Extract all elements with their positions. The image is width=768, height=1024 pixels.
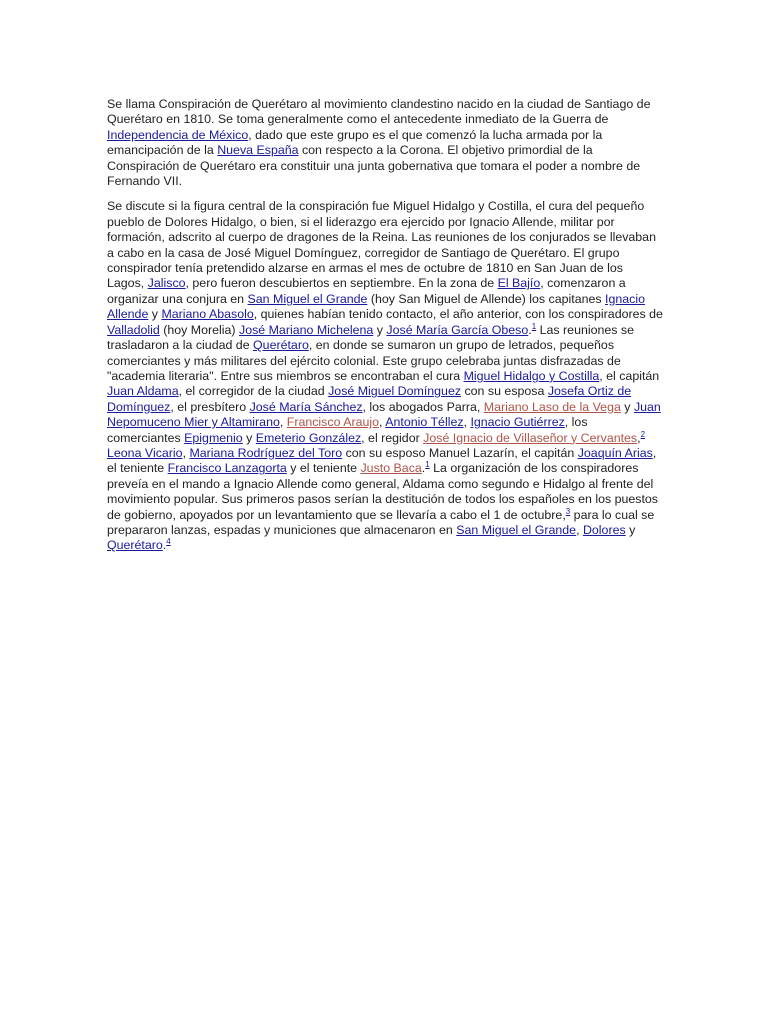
text-run: , (637, 430, 641, 445)
text-run: , (576, 522, 583, 537)
link-jose-maria-sanchez[interactable]: José María Sánchez (249, 399, 363, 414)
link-francisco-araujo[interactable]: Francisco Araujo (286, 415, 380, 430)
text-run: La organización de los conspiradores preveía en el mando a Ignacio Allende como general, Aldama como segundo e Hidalgo al frente del movimiento popular. Sus primeros pasos serían la destitución de todos los españoles en los puestos de gobierno, apoyados por un levantamiento que se llevaría a cabo el 1 de octubre, (107, 461, 659, 522)
text-run: y (242, 430, 256, 445)
link-juan-nepomuceno-mier-y-altamirano[interactable]: Juan Nepomuceno Mier y Altamirano (107, 399, 661, 430)
link-josefa-ortiz-de-dominguez[interactable]: Josefa Ortiz de Domínguez (107, 384, 632, 414)
link-juan-aldama[interactable]: Juan Aldama (107, 384, 179, 399)
text-run: , (463, 415, 471, 430)
text-run: y el teniente (286, 461, 361, 476)
text-run: con respecto a la Corona. El objetivo primordial de la Conspiración de Querétaro era constituir una junta gobernativa que tomara el poder a nombre de Fernando VII. (107, 143, 641, 189)
link-el-bajio[interactable]: El Bajío (497, 276, 541, 291)
footnote-ref[interactable]: 1 (531, 321, 537, 331)
footnote-ref[interactable]: 1 (425, 460, 430, 470)
text-run: , dado que este grupo es el que comenzó la lucha armada por la emancipación de la (107, 127, 603, 158)
footnote-ref[interactable]: 4 (166, 537, 171, 547)
link-jose-mariano-michelena[interactable]: José Mariano Michelena (239, 322, 374, 337)
paragraph-conspiracy (107, 199, 663, 553)
text-run: (hoy San Miguel de Allende) los capitanes (367, 291, 606, 306)
text-run: (hoy Morelia) (159, 322, 239, 337)
text-run: , en donde se sumaron un grupo de letrados, pequeños comerciantes y más militares del ejército colonial. Este grupo celebraba juntas disfrazadas de "academia literaria". Entre sus miembros se encontraban el cura (107, 338, 621, 383)
link-jose-maria-garcia-obeso[interactable]: José María García Obeso (386, 322, 529, 337)
text-run: Las reuniones se trasladaron a la ciudad de (107, 322, 634, 353)
text-run: . (421, 461, 426, 476)
link-ignacio-gutierrez[interactable]: Ignacio Gutiérrez (470, 415, 565, 430)
footnote-ref[interactable]: 2 (640, 429, 646, 439)
link-ignacio-allende[interactable]: Ignacio Allende (107, 291, 645, 322)
link-leona-vicario[interactable]: Leona Vicario (107, 445, 183, 460)
link-mariano-abasolo[interactable]: Mariano Abasolo (161, 307, 254, 322)
text-run: con su esposo Manuel Lazarín, el capitán (342, 445, 578, 460)
link-joaquin-arias[interactable]: Joaquín Arias (577, 445, 653, 460)
link-miguel-hidalgo-y-costilla[interactable]: Miguel Hidalgo y Costilla (463, 368, 600, 383)
text-run: y (620, 399, 634, 414)
link-mariana-rodriguez-del-toro[interactable]: Mariana Rodríguez del Toro (189, 445, 343, 460)
link-emeterio-gonzalez[interactable]: Emeterio González (255, 430, 362, 445)
link-antonio-tellez[interactable]: Antonio Téllez (385, 415, 464, 430)
link-san-miguel-el-grande[interactable]: San Miguel el Grande (456, 522, 577, 537)
text-run: . (528, 322, 532, 337)
text-run: y (625, 522, 636, 537)
link-queretaro[interactable]: Querétaro (253, 338, 309, 353)
text-run: , quienes habían tenido contacto, el año anterior, con los conspiradores de (253, 307, 663, 322)
text-run: para lo cual se prepararon lanzas, espadas y municiones que almacenaron en (107, 507, 655, 537)
paragraph-intro (107, 97, 663, 189)
text-run: Se llama Conspiración de Querétaro al movimiento clandestino nacido en la ciudad de Santiago de Querétaro en 1810. Se toma generalmente como el antecedente inmediato de la Guerra de (107, 97, 651, 127)
text-run: , (279, 415, 287, 430)
text-run: , comenzaron a organizar una conjura en (107, 276, 626, 306)
link-san-miguel-el-grande[interactable]: San Miguel el Grande (247, 291, 368, 306)
text-run: , (182, 445, 190, 460)
link-jose-ignacio-de-villasenor-y-cervantes[interactable]: José Ignacio de Villaseñor y Cervantes (423, 430, 638, 445)
text-run: , los comerciantes (107, 415, 588, 445)
link-jose-miguel-dominguez[interactable]: José Miguel Domínguez (328, 384, 462, 399)
link-francisco-lanzagorta[interactable]: Francisco Lanzagorta (167, 461, 287, 476)
text-run: , el teniente (107, 445, 657, 476)
link-justo-baca[interactable]: Justo Baca (360, 461, 422, 476)
link-dolores[interactable]: Dolores (582, 522, 626, 537)
text-run: y (148, 307, 162, 322)
text-run: Se discute si la figura central de la conspiración fue Miguel Hidalgo y Costilla, el cura del pequeño pueblo de Dolores Hidalgo, o bien, si el liderazgo era ejercido por Ignacio Allende, militar por formación, adscrito al cuerpo de dragones de la Reina. Las reuniones de los conjurados se llevaban a cabo en la casa de José Miguel Domínguez, corregidor de Santiago de Querétaro. El grupo conspirador tenía pretendido alzarse en armas el mes de octubre de 1810 en San Juan de los Lagos, (107, 199, 656, 291)
link-jalisco[interactable]: Jalisco (147, 276, 186, 291)
text-run: . (162, 538, 167, 553)
text-run: , pero fueron descubiertos en septiembre. En la zona de (185, 276, 498, 291)
text-run: , (379, 415, 386, 430)
link-valladolid[interactable]: Valladolid (107, 322, 160, 337)
link-epigmenio[interactable]: Epigmenio (184, 430, 243, 445)
link-independencia-de-mexico[interactable]: Independencia de México (107, 127, 249, 142)
link-queretaro[interactable]: Querétaro (107, 538, 163, 553)
text-run: , los abogados Parra, (362, 399, 484, 414)
text-run: , el corregidor de la ciudad (178, 384, 329, 399)
text-run: , el presbítero (170, 399, 250, 414)
link-mariano-laso-de-la-vega[interactable]: Mariano Laso de la Vega (483, 399, 621, 414)
article-body (107, 97, 663, 564)
text-run: con su esposa (461, 384, 548, 399)
footnote-ref[interactable]: 3 (565, 506, 571, 516)
text-run: y (373, 322, 387, 337)
text-run: , el regidor (361, 430, 424, 445)
link-nueva-espana[interactable]: Nueva España (217, 143, 299, 158)
text-run: , el capitán (599, 368, 660, 383)
